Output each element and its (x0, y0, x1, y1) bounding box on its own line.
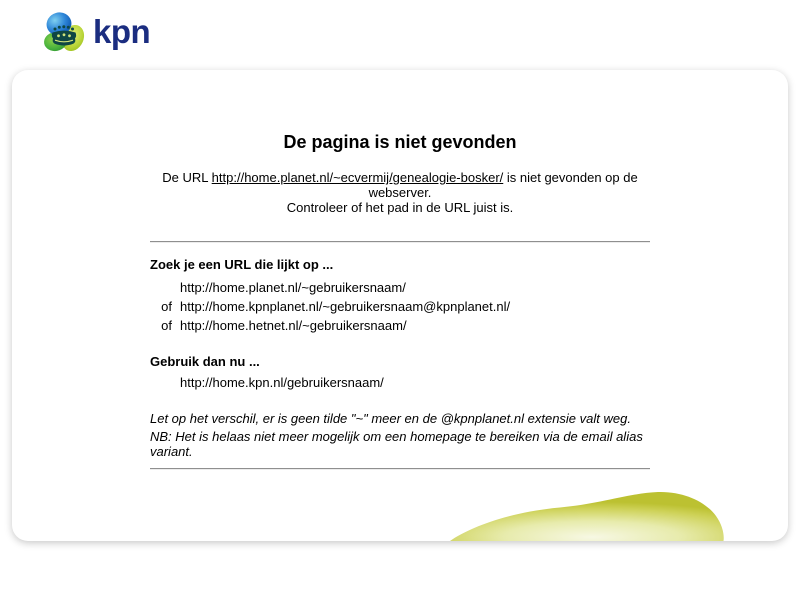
divider-top (150, 241, 650, 243)
of-prefix: of (161, 318, 172, 333)
broken-url-link[interactable]: http://home.planet.nl/~ecvermij/genealogie-bosker/ (211, 170, 504, 185)
error-card (12, 70, 788, 541)
of-prefix: of (161, 299, 172, 314)
suggest-row (150, 316, 650, 335)
of-prefix (150, 278, 172, 297)
use-now-heading: Gebruik dan nu ... (150, 354, 260, 369)
suggest-row (150, 278, 650, 297)
suggest-url: http://home.kpnplanet.nl/~gebruikersnaam@kpnplanet.nl/ (180, 299, 511, 314)
error-content (150, 132, 650, 470)
intro-prefix: De URL (162, 170, 212, 185)
use-now-row (150, 373, 650, 392)
blob-decoration-graphic (448, 485, 728, 541)
divider-bottom (150, 468, 650, 470)
suggest-heading: Zoek je een URL die lijkt op ... (150, 257, 334, 272)
suggest-row (150, 297, 650, 316)
suggest-url: http://home.planet.nl/~gebruikersnaam/ (180, 280, 406, 295)
note-text: NB: Het is helaas niet meer mogelijk om een homepage te bereiken via de email alias variant. (150, 429, 643, 459)
intro-line2: Controleer of het pad in de URL juist is. (286, 200, 514, 215)
page-title: De pagina is niet gevonden (283, 132, 517, 152)
suggest-list (150, 278, 650, 335)
of-prefix (150, 373, 172, 392)
notes-block (150, 411, 650, 459)
suggest-url: http://home.hetnet.nl/~gebruikersnaam/ (180, 318, 407, 333)
intro-suffix: is niet gevonden op de webserver. (368, 170, 638, 200)
use-now-url: http://home.kpn.nl/gebruikersnaam/ (180, 375, 384, 390)
intro-text (150, 170, 650, 215)
kpn-wordmark: kpn (93, 13, 151, 50)
kpn-logo[interactable] (42, 11, 150, 56)
kpn-crown-icon (42, 11, 86, 56)
note-text: Let op het verschil, er is geen tilde "~" meer en de @kpnplanet.nl extensie valt weg. (150, 411, 631, 426)
